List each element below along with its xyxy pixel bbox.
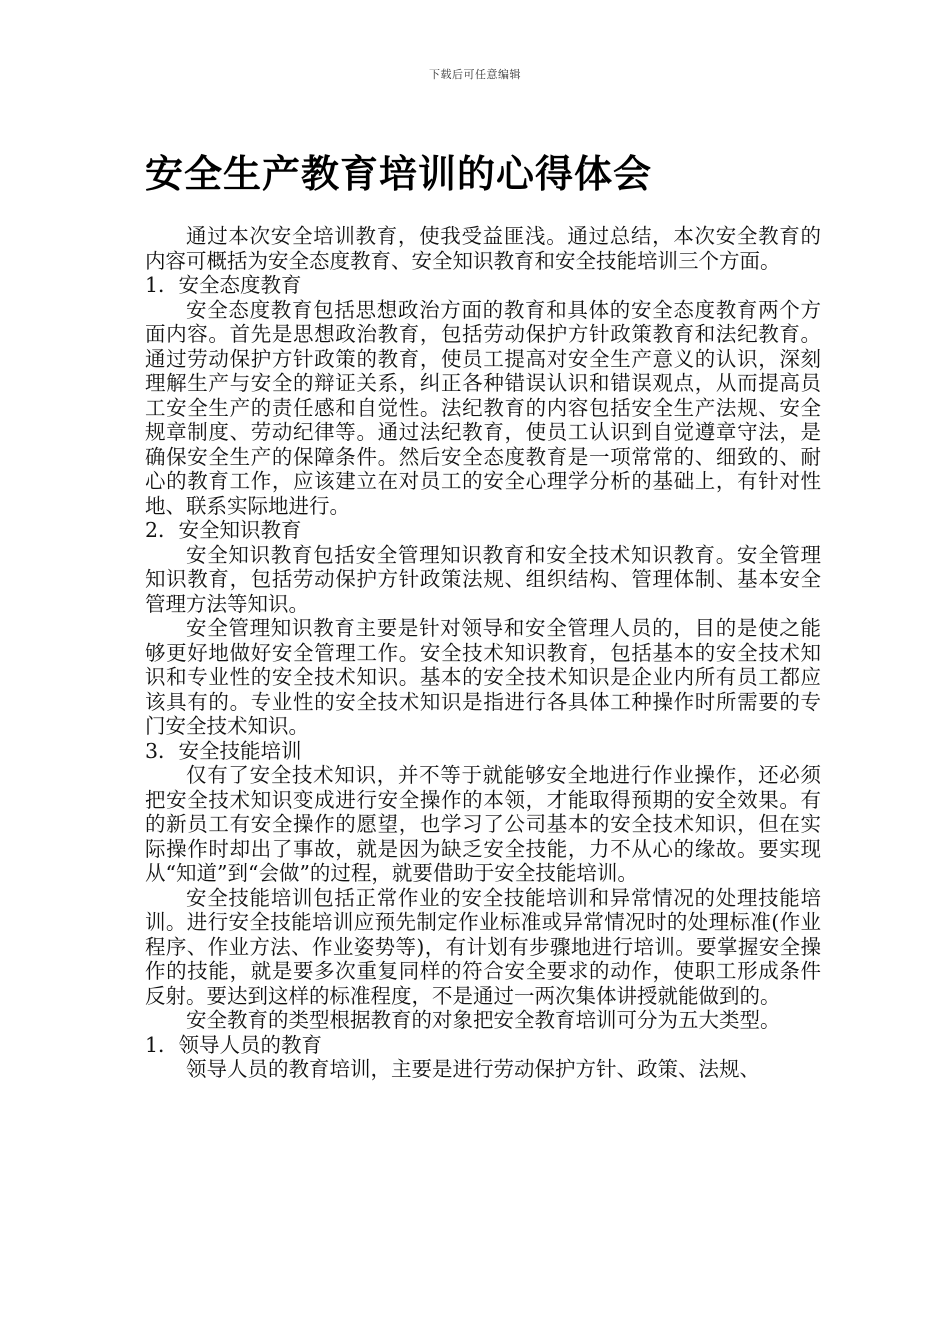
intro-paragraph: 通过本次安全培训教育，使我受益匪浅。通过总结，本次安全教育的内容可概括为安全态度教育、安全知识教育和安全技能培训三个方面。 <box>145 224 821 273</box>
attitude-paragraph: 安全态度教育包括思想政治方面的教育和具体的安全态度教育两个方面内容。首先是思想政治教育，包括劳动保护方针政策教育和法纪教育。通过劳动保护方针政策的教育，使员工提高对安全生产意义的认识，深刻理解生产与安全的辩证关系，纠正各种错误认识和错误观点，从而提高员工安全生产的责任感和自觉性。法纪教育的内容包括安全生产法规、安全规章制度、劳动纪律等。通过法纪教育，使员工认识到自觉遵章守法，是确保安全生产的保障条件。然后安全态度教育是一项常常的、细致的、耐心的教育工作，应该建立在对员工的安全心理学分析的基础上，有针对性地、联系实际地进行。 <box>145 297 821 518</box>
section-heading-skills: 3．安全技能培训 <box>145 738 302 763</box>
knowledge-paragraph-2: 安全管理知识教育主要是针对领导和安全管理人员的，目的是使之能够更好地做好安全管理工作。安全技术知识教育，包括基本的安全技术知识和专业性的安全技术知识。基本的安全技术知识是企业内所有员工都应该具有的。专业性的安全技术知识是指进行各具体工种操作时所需要的专门安全技术知识。 <box>145 616 821 738</box>
header-note: 下载后可任意编辑 <box>429 68 521 81</box>
knowledge-paragraph-1: 安全知识教育包括安全管理知识教育和安全技术知识教育。安全管理知识教育，包括劳动保护方针政策法规、组织结构、管理体制、基本安全管理方法等知识。 <box>145 542 821 616</box>
section-heading-attitude: 1．安全态度教育 <box>145 273 302 297</box>
skills-paragraph-2: 安全技能培训包括正常作业的安全技能培训和异常情况的处理技能培训。进行安全技能培训应预先制定作业标准或异常情况时的处理标准(作业程序、作业方法、作业姿势等)，有计划有步骤地进行培训。要掌握安全操作的技能，就是要多次重复同样的符合安全要求的动作，使职工形成条件反射。要达到这样的标准程度，不是通过一两次集体讲授就能做到的。 <box>145 885 821 1008</box>
document-title: 安全生产教育培训的心得体会 <box>145 152 653 196</box>
section-heading-knowledge: 2．安全知识教育 <box>145 518 302 542</box>
leaders-paragraph: 领导人员的教育培训，主要是进行劳动保护方针、政策、法规、 <box>186 1057 760 1081</box>
types-paragraph: 安全教育的类型根据教育的对象把安全教育培训可分为五大类型。 <box>186 1008 781 1032</box>
skills-paragraph-1: 仅有了安全技术知识，并不等于就能够安全地进行作业操作，还必须把安全技术知识变成进行安全操作的本领，才能取得预期的安全效果。有的新员工有安全操作的愿望，也学习了公司基本的安全技术知识，但在实际操作时却出了事故，就是因为缺乏安全技能，力不从心的缘故。要实现从“知道”到“会做”的过程，就要借助于安全技能培训。 <box>145 763 821 885</box>
section-heading-leaders: 1．领导人员的教育 <box>145 1032 323 1057</box>
document-body <box>145 224 821 1082</box>
